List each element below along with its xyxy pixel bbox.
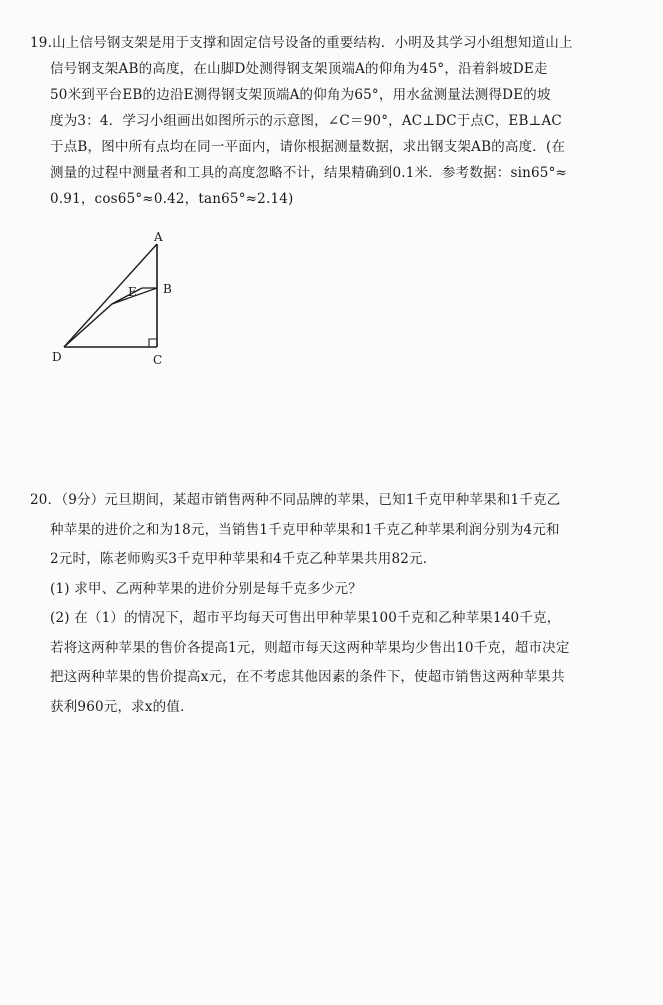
q20-part-2-line-4: 获利960元，求x的值． (50, 698, 194, 715)
q20-line-2: 种苹果的进价之和为18元，当销售1千克甲种苹果和1千克乙种苹果利润分别为4元和 (50, 521, 560, 538)
q20-part-2-line-3: 把这两种苹果的售价提高x元，在不考虑其他因素的条件下，使超市销售这两种苹果共 (50, 669, 565, 685)
q19-line-7: 0.91，cos65°≈0.42，tan65°≈2.14) (50, 191, 294, 207)
q20-part-1: (1) 求甲、乙两种苹果的进价分别是每千克多少元？ (50, 580, 362, 597)
label-C: C (153, 353, 163, 367)
label-D: D (52, 350, 62, 364)
q19-line-4: 度为3：4．学习小组画出如图所示的示意图，∠C＝90°，AC⊥DC于点C，EB⊥AC (50, 113, 562, 129)
q20-part-2-line-2: 若将这两种苹果的售价各提高1元，则超市每天这两种苹果均少售出10千克，超市决定 (50, 639, 570, 656)
question-19 (30, 30, 650, 212)
q20-line-1: 20．（9分）元旦期间，某超市销售两种不同品牌的苹果，已知1千克甲种苹果和1千克乙 (30, 492, 561, 508)
label-E: E (128, 285, 137, 299)
segment-DA (64, 244, 157, 347)
q20-line-3: 2元时，陈老师购买3千克甲种苹果和4千克乙种苹果共用82元． (50, 551, 437, 567)
q20-part-2-line-1: (2) 在（1）的情况下，超市平均每天可售出甲种苹果100千克和乙种苹果140千克， (50, 610, 561, 626)
q19-line-1: 19.山上信号钢支架是用于支撑和固定信号设备的重要结构．小明及其学习小组想知道山上 (30, 35, 573, 51)
label-A: A (154, 230, 163, 244)
question-20 (30, 486, 650, 722)
q19-line-3: 50米到平台EB的边沿E测得钢支架顶端A的仰角为65°，用水盆测量法测得DE的坡 (50, 87, 551, 103)
q19-line-6: 测量的过程中测量者和工具的高度忽略不计，结果精确到0.1米．参考数据：sin65°≈ (50, 165, 568, 181)
right-angle-mark (149, 339, 157, 347)
q19-line-2: 信号钢支架AB的高度，在山脚D处测得钢支架顶端A的仰角为45°，沿着斜坡DE走 (50, 61, 548, 77)
label-B: B (163, 282, 172, 296)
q19-line-5: 于点B，图中所有点均在同一平面内，请你根据测量数据，求出钢支架AB的高度．(在 (50, 139, 566, 155)
slope-diagram (50, 228, 190, 373)
